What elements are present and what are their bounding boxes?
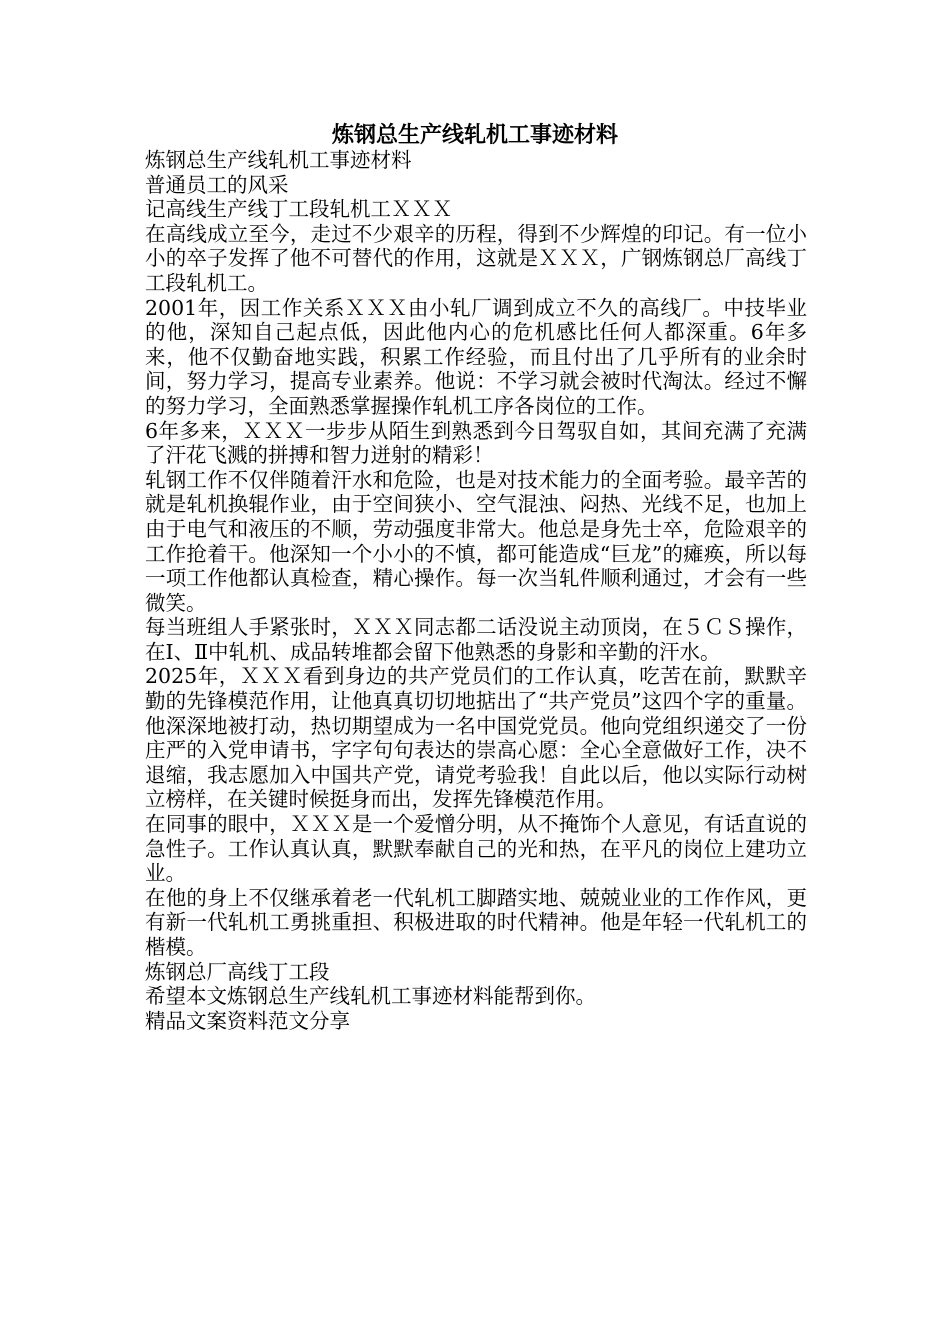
- paragraph-rolling-work: 轧钢工作不仅伴随着汗水和危险，也是对技术能力的全面考验。最辛苦的就是轧机换辊作业，由于空间狭小、空气混浊、闷热、光线不足，也加上由于电气和液压的不顺，劳动强度非常大。他总是身先士卒，危险艰辛的工作抢着干。他深知一个小小的不慎，都可能造成“巨龙”的瘫痪，所以每一项工作他都认真检查，精心操作。每一次当轧件顺利通过，才会有一些微笑。: [145, 467, 807, 615]
- paragraph-byline: 记高线生产线丁工段轧机工ＸＸＸ: [145, 197, 453, 222]
- paragraph-colleagues: 在同事的眼中，ＸＸＸ是一个爱憎分明，从不掩饰个人意见，有话直说的急性子。工作认真认真，默默奉献自己的光和热，在平凡的岗位上建功立业。: [145, 812, 807, 886]
- paragraph-2001: 2001年，因工作关系ＸＸＸ由小轧厂调到成立不久的高线厂。中技毕业的他，深知自己起点低，因此他内心的危机感比任何人都深重。6年多来，他不仅勤奋地实践，积累工作经验，而且付出了几乎所有的业余时间，努力学习，提高专业素养。他说：不学习就会被时代淘汰。经过不懈的努力学习，全面熟悉掌握操作轧机工序各岗位的工作。: [145, 295, 807, 418]
- paragraph-subtitle: 炼钢总生产线轧机工事迹材料: [145, 148, 412, 172]
- paragraph-signature: 炼钢总厂高线丁工段: [145, 959, 330, 984]
- paragraph-role-model: 在他的身上不仅继承着老一代轧机工脚踏实地、兢兢业业的工作作风，更有新一代轧机工勇挑重担、积极进取的时代精神。他是年轻一代轧机工的楷模。: [145, 885, 807, 959]
- paragraph-six-years: 6年多来，ＸＸＸ一步步从陌生到熟悉到今日驾驭自如，其间充满了充满了汗花飞溅的拼搏和智力迸射的精彩！: [145, 418, 807, 468]
- paragraph-team-shortage: 每当班组人手紧张时，ＸＸＸ同志都二话没说主动顶岗，在５ＣＳ操作，在Ⅰ、Ⅱ中轧机、成品转堆都会留下他熟悉的身影和辛勤的汗水。: [145, 615, 807, 664]
- paragraph-closing: 希望本文炼钢总生产线轧机工事迹材料能帮到你。: [145, 984, 596, 1009]
- paragraph-party: 2025年，ＸＸＸ看到身边的共产党员们的工作认真，吃苦在前，默默辛勤的先锋模范作用，让他真真切切地掂出了“共产党员”这四个字的重量。他深深地被打动，热切期望成为一名中国党党员。他向党组织递交了一份庄严的入党申请书，字字句句表达的崇高心愿：全心全意做好工作，决不退缩，我志愿加入中国共产党，请党考验我！自此以后，他以实际行动树立榜样，在关键时候挺身而出，发挥先锋模范作用。: [145, 664, 807, 812]
- document-title: 炼钢总生产线轧机工事迹材料: [331, 122, 618, 148]
- paragraph-intro: 在高线成立至今，走过不少艰辛的历程，得到不少辉煌的印记。有一位小小的卒子发挥了他不可替代的作用，这就是ＸＸＸ，广钢炼钢总厂高线丁工段轧机工。: [145, 221, 807, 295]
- paragraph-footer: 精品文案资料范文分享: [145, 1008, 350, 1033]
- document-body: [145, 148, 807, 1033]
- paragraph-heading: 普通员工的风采: [145, 172, 289, 197]
